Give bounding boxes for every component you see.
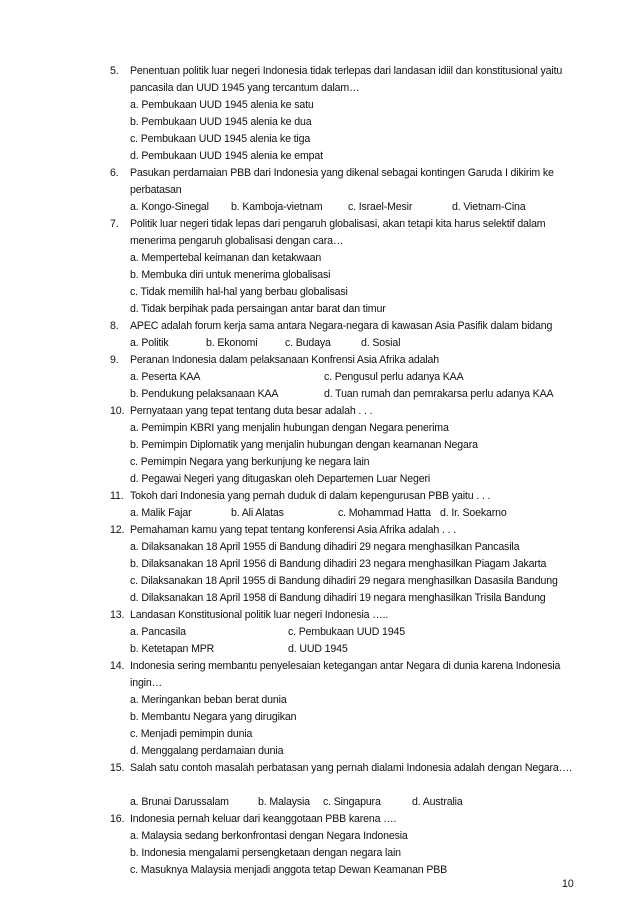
option-d: d. Ir. Soekarno	[440, 507, 507, 519]
option-b: b. Pemimpin Diplomatik yang menjalin hubungan dengan keamanan Negara	[130, 439, 478, 451]
option-c: c. Mohammad Hatta	[338, 507, 431, 519]
question-text: Tokoh dari Indonesia yang pernah duduk di dalam kepengurusan PBB yaitu . . .	[130, 490, 491, 502]
option-c: c. Dilaksanakan 18 April 1955 di Bandung dihadiri 29 negara menghasilkan Dasasila Bandung	[130, 575, 558, 587]
option-d: d. Dilaksanakan 18 April 1958 di Bandung dihadiri 19 negara menghasilkan Trisila Bandung	[130, 592, 546, 604]
option-b: b. Pembukaan UUD 1945 alenia ke dua	[130, 116, 312, 128]
option-d: d. UUD 1945	[288, 643, 348, 655]
question-text: Pemahaman kamu yang tepat tentang konferensi Asia Afrika adalah . . .	[130, 524, 456, 536]
question-number: 13.	[110, 609, 125, 621]
option-d: d. Tidak berpihak pada persaingan antar barat dan timur	[130, 303, 386, 315]
option-c: c. Pengusul perlu adanya KAA	[324, 371, 464, 383]
question-number: 5.	[110, 65, 119, 77]
option-b: b. Indonesia mengalami persengketaan dengan negara lain	[130, 847, 401, 859]
option-a: a. Brunai Darussalam	[130, 796, 229, 808]
question-number: 6.	[110, 167, 119, 179]
option-a: a. Meringankan beban berat dunia	[130, 694, 287, 706]
option-d: d. Tuan rumah dan pemrakarsa perlu adanya KAA	[324, 388, 554, 400]
option-a: a. Malaysia sedang berkonfrontasi dengan Negara Indonesia	[130, 830, 408, 842]
option-a: a. Mempertebal keimanan dan ketakwaan	[130, 252, 322, 264]
option-a: a. Pembukaan UUD 1945 alenia ke satu	[130, 99, 314, 111]
option-b: b. Kamboja-vietnam	[231, 201, 323, 213]
option-c: c. Budaya	[285, 337, 331, 349]
option-c: c. Menjadi pemimpin dunia	[130, 728, 253, 740]
option-b: b. Ekonomi	[206, 337, 258, 349]
option-d: d. Pegawai Negeri yang ditugaskan oleh Departemen Luar Negeri	[130, 473, 431, 485]
option-d: d. Pembukaan UUD 1945 alenia ke empat	[130, 150, 323, 162]
question-number: 14.	[110, 660, 125, 672]
option-a: a. Politik	[130, 337, 169, 349]
option-a: a. Malik Fajar	[130, 507, 192, 519]
question-number: 8.	[110, 320, 119, 332]
option-c: c. Pembukaan UUD 1945 alenia ke tiga	[130, 133, 311, 145]
option-c: c. Pembukaan UUD 1945	[288, 626, 405, 638]
option-d: d. Menggalang perdamaian dunia	[130, 745, 284, 757]
option-d: d. Sosial	[361, 337, 401, 349]
option-c: c. Singapura	[323, 796, 381, 808]
question-number: 11.	[110, 490, 124, 502]
option-b: b. Membantu Negara yang dirugikan	[130, 711, 297, 723]
question-text: Indonesia sering membantu penyelesaian ketegangan antar Negara di dunia karena Indonesia ingin…	[130, 660, 561, 689]
question-number: 9.	[110, 354, 119, 366]
option-b: b. Ali Alatas	[231, 507, 284, 519]
option-a: a. Pemimpin KBRI yang menjalin hubungan dengan Negara penerima	[130, 422, 449, 434]
question-text: Salah satu contoh masalah perbatasan yang pernah dialami Indonesia adalah dengan Negara….	[130, 762, 572, 774]
option-b: b. Ketetapan MPR	[130, 643, 215, 655]
option-a: a. Dilaksanakan 18 April 1955 di Bandung dihadiri 29 negara menghasilkan Pancasila	[130, 541, 520, 553]
question-text: Landasan Konstitusional politik luar negeri Indonesia …..	[130, 609, 389, 621]
option-c: c. Israel-Mesir	[348, 201, 413, 213]
option-d: d. Vietnam-Cina	[452, 201, 526, 213]
option-a: a. Kongo-Sinegal	[130, 201, 209, 213]
question-number: 7.	[110, 218, 119, 230]
question-text: APEC adalah forum kerja sama antara Negara-negara di kawasan Asia Pasifik dalam bidang	[130, 320, 553, 332]
option-a: a. Peserta KAA	[130, 371, 201, 383]
option-b: b. Membuka diri untuk menerima globalisasi	[130, 269, 331, 281]
option-d: d. Australia	[412, 796, 463, 808]
question-text: Pasukan perdamaian PBB dari Indonesia yang dikenal sebagai kontingen Garuda I dikirim ke perbatasan	[130, 167, 554, 196]
option-a: a. Pancasila	[130, 626, 186, 638]
question-text: Indonesia pernah keluar dari keanggotaan PBB karena ….	[130, 813, 397, 825]
question-number: 10.	[110, 405, 125, 417]
option-b: b. Malaysia	[258, 796, 310, 808]
page-number: 10	[562, 878, 574, 890]
option-c: c. Masuknya Malaysia menjadi anggota tetap Dewan Keamanan PBB	[130, 864, 448, 876]
option-b: b. Dilaksanakan 18 April 1956 di Bandung dihadiri 23 negara menghasilkan Piagam Jakarta	[130, 558, 547, 570]
question-number: 16.	[110, 813, 125, 825]
question-text: Penentuan politik luar negeri Indonesia tidak terlepas dari landasan idiil dan konstitusional yaitu pancasila dan UUD 1945 yang tercantum dalam…	[130, 65, 563, 94]
option-c: c. Tidak memilih hal-hal yang berbau globalisasi	[130, 286, 348, 298]
question-text: Pernyataan yang tepat tentang duta besar adalah . . .	[130, 405, 373, 417]
question-number: 15.	[110, 762, 125, 774]
question-text: Peranan Indonesia dalam pelaksanaan Konfrensi Asia Afrika adalah	[130, 354, 440, 366]
option-c: c. Pemimpin Negara yang berkunjung ke negara lain	[130, 456, 370, 468]
question-text: Politik luar negeri tidak lepas dari pengaruh globalisasi, akan tetapi kita harus selektif dalam menerima pengaruh globalisasi dengan cara…	[130, 218, 546, 247]
question-number: 12.	[110, 524, 125, 536]
option-b: b. Pendukung pelaksanaan KAA	[130, 388, 279, 400]
